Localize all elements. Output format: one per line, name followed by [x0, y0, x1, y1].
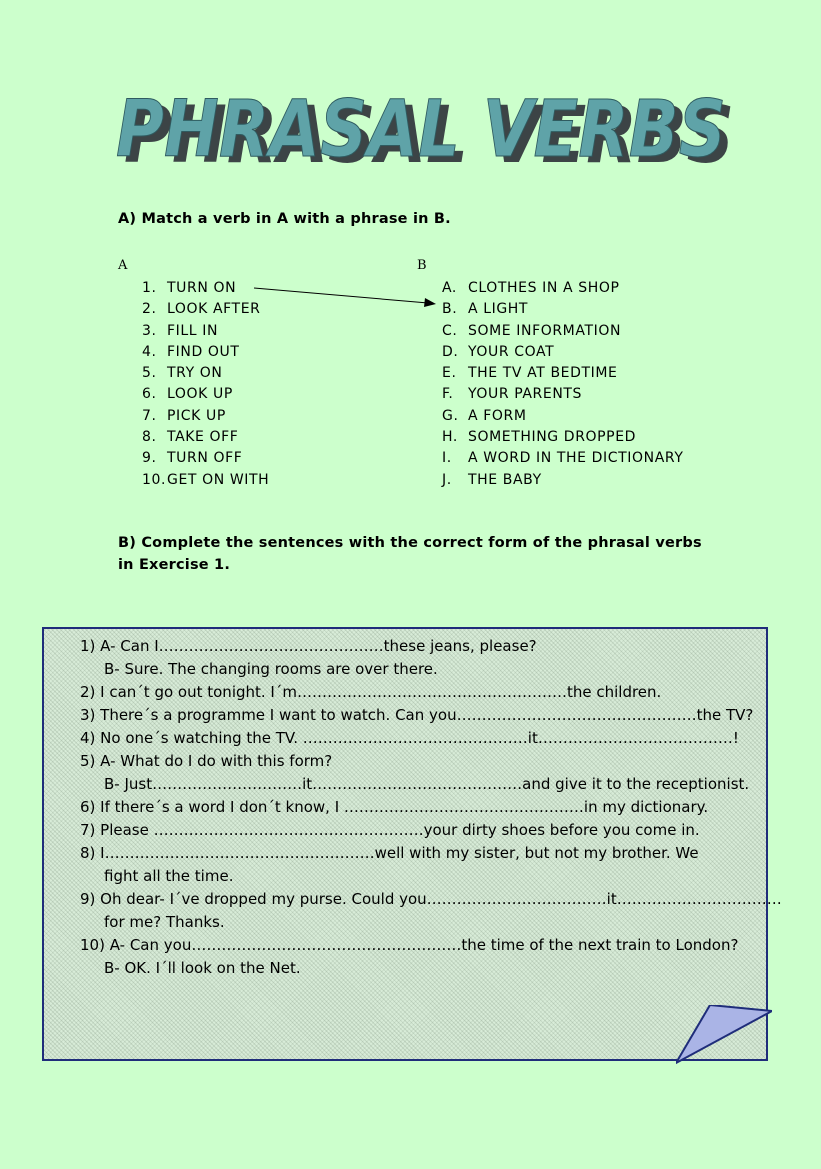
- sentence-line: for me? Thanks.: [104, 913, 225, 931]
- verb-item: 9. TURN OFF: [142, 450, 243, 467]
- phrase-item: G. A FORM: [442, 407, 527, 424]
- sentence-list: [80, 635, 782, 980]
- phrase-item: C. SOME INFORMATION: [442, 322, 622, 339]
- column-a-label: A: [118, 258, 128, 273]
- phrase-item: F. YOUR PARENTS: [442, 386, 583, 403]
- sentence-line: 6) If there´s a word I don´t know, I …………………………………………in my dictionary.: [80, 798, 709, 816]
- section-b-heading: B) Complete the sentences with the correct form of the phrasal verbs in Exercise 1.: [118, 535, 702, 573]
- phrase-item: B. A LIGHT: [442, 301, 529, 318]
- verb-item: 4. FIND OUT: [142, 343, 240, 360]
- sentence-line: B- Sure. The changing rooms are over there.: [104, 660, 438, 678]
- verb-list: [142, 278, 269, 491]
- phrase-item: A. CLOTHES IN A SHOP: [442, 280, 620, 296]
- sentence-line: 7) Please ………………………………………………your dirty shoes before you come in.: [80, 821, 700, 839]
- section-a-heading: A) Match a verb in A with a phrase in B.: [118, 211, 451, 227]
- verb-item: 3. FILL IN: [142, 322, 219, 339]
- verb-item: 10. GET ON WITH: [142, 471, 270, 488]
- phrase-item: J. THE BABY: [442, 471, 542, 488]
- phrase-item: E. THE TV AT BEDTIME: [442, 365, 618, 382]
- worksheet-title: [110, 88, 760, 178]
- verb-item: 1. TURN ON: [142, 280, 237, 296]
- phrase-item: D. YOUR COAT: [442, 343, 555, 360]
- sentence-line: 5) A- What do I do with this form?: [80, 752, 333, 770]
- title-shadow: PHRASAL VERBS: [124, 91, 734, 178]
- sentence-line: B- Just…………………………it……………………………………and give it to the receptionist.: [104, 775, 750, 793]
- sentence-line: 2) I can´t go out tonight. I´m………………………………………………the children.: [80, 683, 662, 701]
- sentence-line: 1) A- Can I………………………………………these jeans, please?: [80, 637, 537, 655]
- verb-item: 7. PICK UP: [142, 407, 226, 424]
- verb-item: 8. TAKE OFF: [142, 429, 239, 446]
- page-curl-icon: [676, 1005, 772, 1067]
- sentence-line: fight all the time.: [104, 867, 234, 885]
- sentence-line: 9) Oh dear- I´ve dropped my purse. Could you………………………………it……………………………: [80, 890, 782, 908]
- verb-item: 2. LOOK AFTER: [142, 301, 261, 318]
- verb-item: 5. TRY ON: [142, 365, 223, 382]
- example-arrow-icon: [252, 284, 437, 308]
- phrase-item: H. SOMETHING DROPPED: [442, 429, 637, 446]
- column-b-label: B: [417, 258, 427, 273]
- sentence-line: 8) I………………………………………………well with my sister, but not my brother. We: [80, 844, 699, 862]
- phrase-list: [442, 278, 684, 491]
- sentence-line: 10) A- Can you………………………………………………the time of the next train to London?: [80, 936, 739, 954]
- phrase-item: I. A WORD IN THE DICTIONARY: [442, 450, 684, 467]
- sentence-line: 4) No one´s watching the TV. ………………………………………it…………………………………!: [80, 729, 739, 747]
- sentence-line: 3) There´s a programme I want to watch. Can you…………………………………………the TV?: [80, 706, 754, 724]
- sentence-line: B- OK. I´ll look on the Net.: [104, 959, 301, 977]
- title-text: PHRASAL VERBS: [116, 88, 726, 175]
- verb-item: 6. LOOK UP: [142, 386, 233, 403]
